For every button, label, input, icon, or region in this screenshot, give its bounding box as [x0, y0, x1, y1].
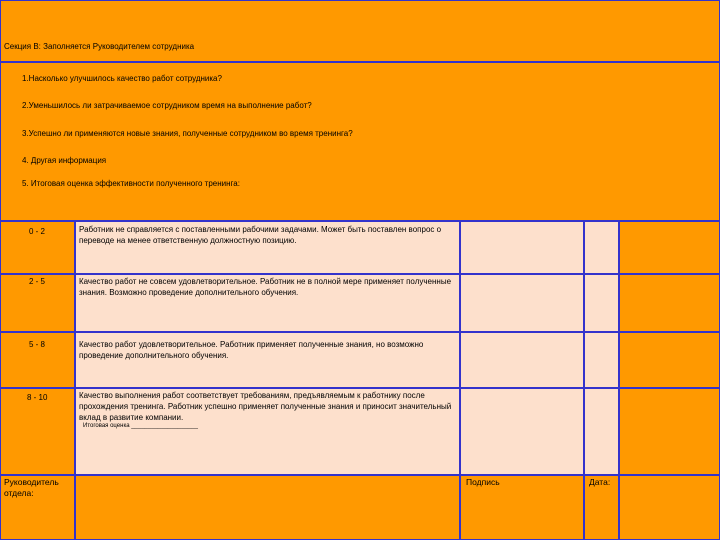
question-4: 4. Другая информация	[22, 156, 107, 165]
col-line-2	[459, 220, 461, 540]
question-3: 3.Успешно ли применяются новые знания, полученные сотрудником во время тренинга?	[22, 129, 353, 138]
signature-label: Подпись	[466, 477, 500, 487]
table-top-line	[0, 220, 720, 222]
score-description-1: Работник не справляется с поставленными рабочими задачами. Может быть поставлен вопрос о переводе на менее ответственную должностную позицию.	[79, 225, 442, 245]
score-range-2: 2 - 5	[29, 277, 46, 286]
manager-label: Руководитель отдела:	[4, 477, 59, 498]
col-line-4	[618, 220, 620, 540]
score-description-2: Качество работ не совсем удовлетворительное. Работник не в полной мере применяет полученные знания. Возможно проведение дополнительного обучения.	[79, 277, 452, 297]
question-5: 5. Итоговая оценка эффективности полученного тренинга:	[22, 179, 240, 188]
score-range-1: 0 - 2	[29, 227, 46, 236]
narrow-column	[585, 222, 618, 474]
row-line-2	[0, 331, 720, 333]
date-label: Дата:	[589, 477, 611, 487]
score-description-3: Качество работ удовлетворительное. Работник применяет полученные знания, но возможно проведение дополнительного обучения.	[79, 340, 424, 360]
score-range-4: 8 - 10	[27, 393, 48, 402]
score-description-4: Качество выполнения работ соответствует требованиям, предъявляемым к работнику после прохождения тренинга. Работник успешно применяет полученные знания и приносит значительный вклад в развитие компании.	[79, 391, 452, 422]
table-bottom-line	[0, 474, 720, 476]
section-divider	[0, 61, 720, 63]
question-1: 1.Насколько улучшилось качество работ сотрудника?	[22, 74, 222, 83]
score-range-3: 5 - 8	[29, 340, 46, 349]
question-2: 2.Уменьшилось ли затрачиваемое сотрудником время на выполнение работ?	[22, 101, 312, 110]
final-score-field[interactable]: Итоговая оценка ____________________	[83, 423, 198, 429]
row-line-3	[0, 387, 720, 389]
row-line-1	[0, 273, 720, 275]
col-line-1	[74, 220, 76, 540]
section-title: Секция В: Заполняется Руководителем сотрудника	[4, 42, 195, 51]
col-line-3	[583, 220, 585, 540]
